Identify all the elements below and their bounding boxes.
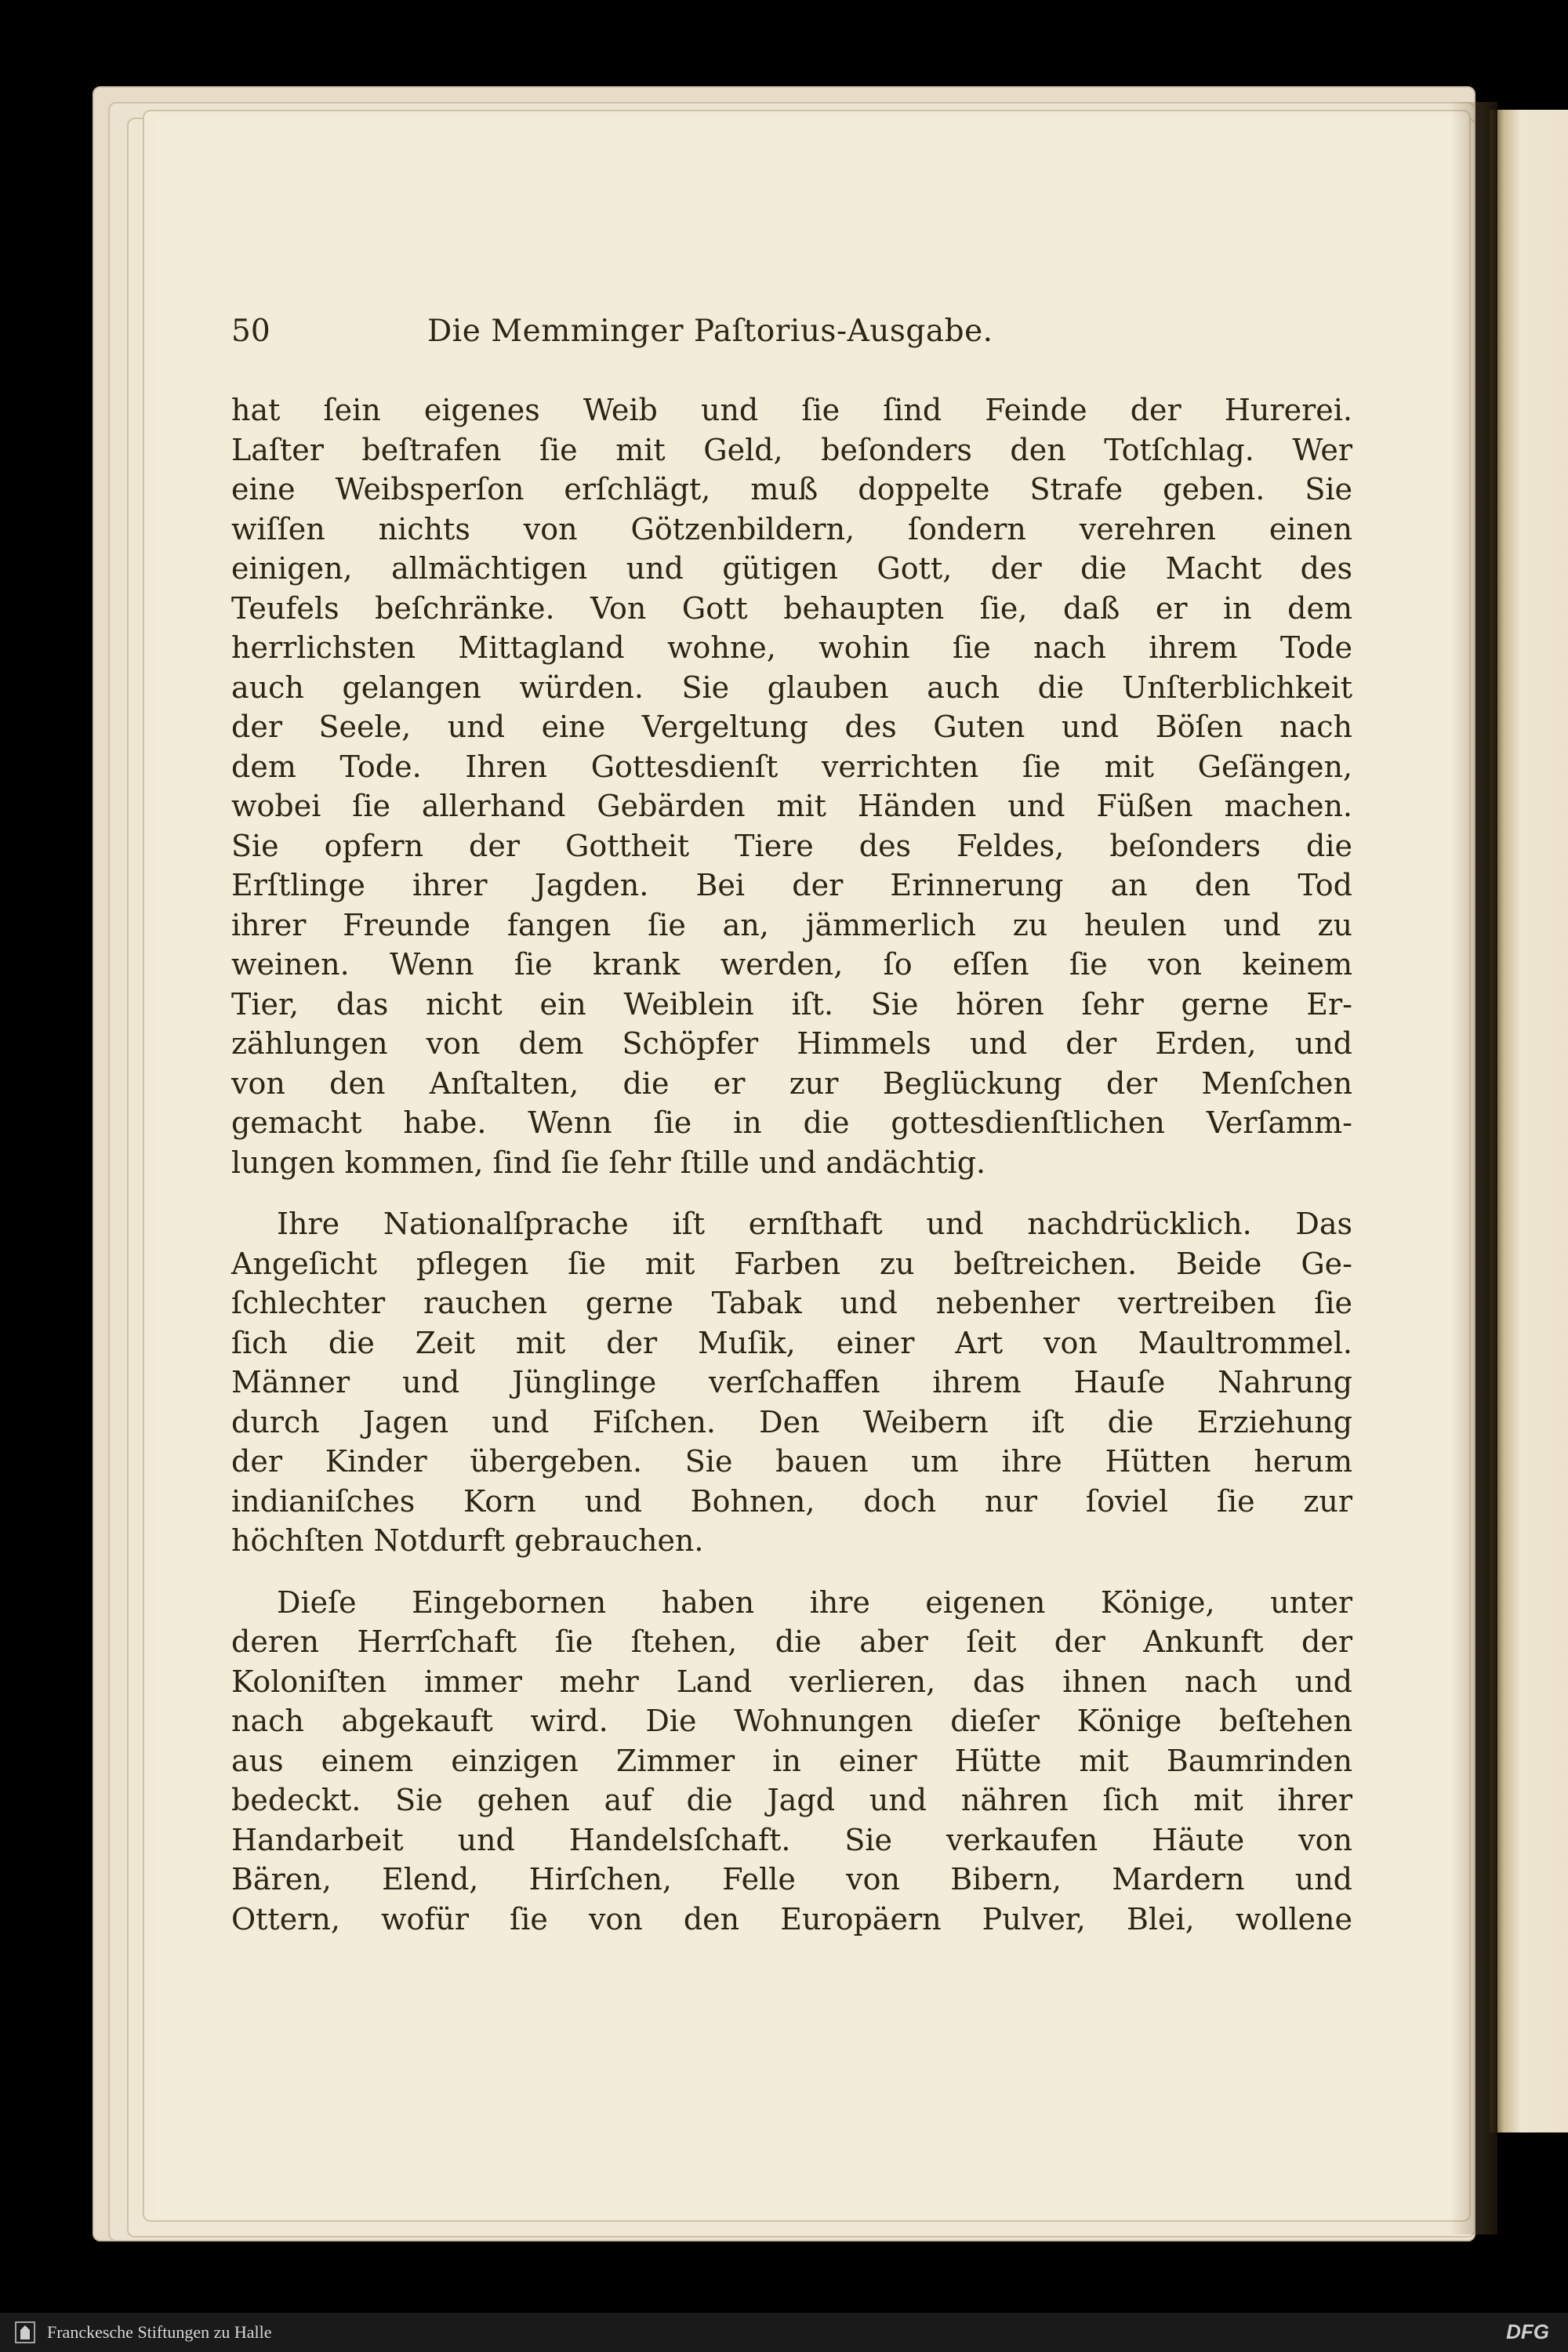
text-line: wiſſen nichts von Götzenbildern, ſondern verehren einen <box>231 511 1352 546</box>
text-line: eine Weibsperſon erſchlägt, muß doppelte Strafe geben. Sie <box>231 472 1352 506</box>
text-line: der Kinder übergeben. Sie bauen um ihre Hütten herum <box>231 1444 1352 1479</box>
text-line: gemacht habe. Wenn ſie in die gottesdienſtlichen Verſamm- <box>231 1105 1352 1140</box>
text-line: Ottern, wofür ſie von den Europäern Pulver, Blei, wollene <box>231 1901 1352 1936</box>
footer-bar <box>0 2313 1568 2352</box>
text-line: Teufels beſchränke. Von Gott behaupten ſie, daß er in dem <box>231 590 1352 626</box>
text-line: nach abgekauft wird. Die Wohnungen dieſer Könige beſtehen <box>231 1704 1352 1738</box>
francke-foundation-logo-icon <box>14 2321 36 2344</box>
text-line: Laſter beſtrafen ſie mit Geld, beſonders den Totſchlag. Wer <box>231 432 1352 467</box>
text-line: zählungen von dem Schöpfer Himmels und der Erden, und <box>231 1026 1352 1061</box>
text-line: Erſtlinge ihrer Jagden. Bei der Erinnerung an den Tod <box>231 868 1352 902</box>
text-line: auch gelangen würden. Sie glauben auch die Unſterblichkeit <box>231 670 1352 705</box>
text-line: indianiſches Korn und Bohnen, doch nur ſoviel ſie zur <box>231 1483 1352 1519</box>
paragraph-2 <box>231 1204 1352 1561</box>
paragraph-1 <box>231 390 1352 1182</box>
text-line: deren Herrſchaft ſie ſtehen, die aber ſeit der Ankunft der <box>231 1624 1352 1659</box>
paragraph-3 <box>231 1583 1352 1940</box>
page-gutter <box>1450 102 1497 2234</box>
text-line: lungen kommen, ſind ſie ſehr ſtille und andächtig. <box>231 1145 986 1180</box>
facing-page-edge <box>1490 110 1568 2132</box>
text-line: weinen. Wenn ſie krank werden, ſo eſſen ſie von keinem <box>231 947 1352 982</box>
running-title: Die Memminger Paſtorius-Ausgabe. <box>427 314 993 349</box>
text-line: Handarbeit und Handelsſchaft. Sie verkaufen Häute von <box>231 1822 1352 1857</box>
text-line: wobei ſie allerhand Gebärden mit Händen und Füßen machen. <box>231 789 1352 823</box>
text-line: dem Tode. Ihren Gottesdienſt verrichten ſie mit Geſängen, <box>231 749 1352 784</box>
text-line: Angeſicht pflegen ſie mit Farben zu beſtreichen. Beide Ge- <box>231 1246 1352 1281</box>
text-line: der Seele, und eine Vergeltung des Guten und Böſen nach <box>231 710 1352 744</box>
text-line: höchſten Notdurft gebrauchen. <box>231 1523 704 1558</box>
text-line: Ihre Nationalſprache iſt ernſthaft und nachdrücklich. Das <box>277 1207 1352 1241</box>
text-line: ſich die Zeit mit der Muſik, einer Art von Maultrommel. <box>231 1325 1352 1360</box>
text-line: durch Jagen und Fiſchen. Den Weibern iſt die Erziehung <box>231 1404 1352 1439</box>
dfg-logo: DFG <box>1506 2320 1549 2343</box>
text-line: einigen, allmächtigen und gütigen Gott, der die Macht des <box>231 551 1352 586</box>
text-line: Dieſe Eingebornen haben ihre eigenen Könige, unter <box>277 1584 1352 1620</box>
text-line: herrlichsten Mittagland wohne, wohin ſie nach ihrem Tode <box>231 630 1352 665</box>
text-line: ſchlechter rauchen gerne Tabak und nebenher vertreiben ſie <box>231 1286 1352 1320</box>
text-line: von den Anſtalten, die er zur Beglückung der Menſchen <box>231 1065 1352 1101</box>
text-line: Sie opfern der Gottheit Tiere des Feldes, beſonders die <box>231 828 1352 863</box>
text-line: aus einem einzigen Zimmer in einer Hütte mit Baumrinden <box>231 1743 1352 1778</box>
footer-institution: Franckesche Stiftungen zu Halle <box>47 2322 272 2342</box>
page-number: 50 <box>231 314 270 349</box>
text-line: Bären, Elend, Hirſchen, Felle von Bibern, Mardern und <box>231 1862 1352 1896</box>
text-line: Tier, das nicht ein Weiblein iſt. Sie hören ſehr gerne Er- <box>231 986 1352 1022</box>
text-line: Koloniſten immer mehr Land verlieren, das ihnen nach und <box>231 1664 1352 1699</box>
text-line: hat ſein eigenes Weib und ſie ſind Feinde der Hurerei. <box>231 393 1352 427</box>
text-line: ihrer Freunde fangen ſie an, jämmerlich zu heulen und zu <box>231 907 1352 942</box>
text-line: bedeckt. Sie gehen auf die Jagd und nähren ſich mit ihrer <box>231 1783 1352 1817</box>
text-line: Männer und Jünglinge verſchaffen ihrem Hauſe Nahrung <box>231 1365 1352 1399</box>
page-header <box>231 314 1352 361</box>
body-text <box>231 390 1352 1961</box>
